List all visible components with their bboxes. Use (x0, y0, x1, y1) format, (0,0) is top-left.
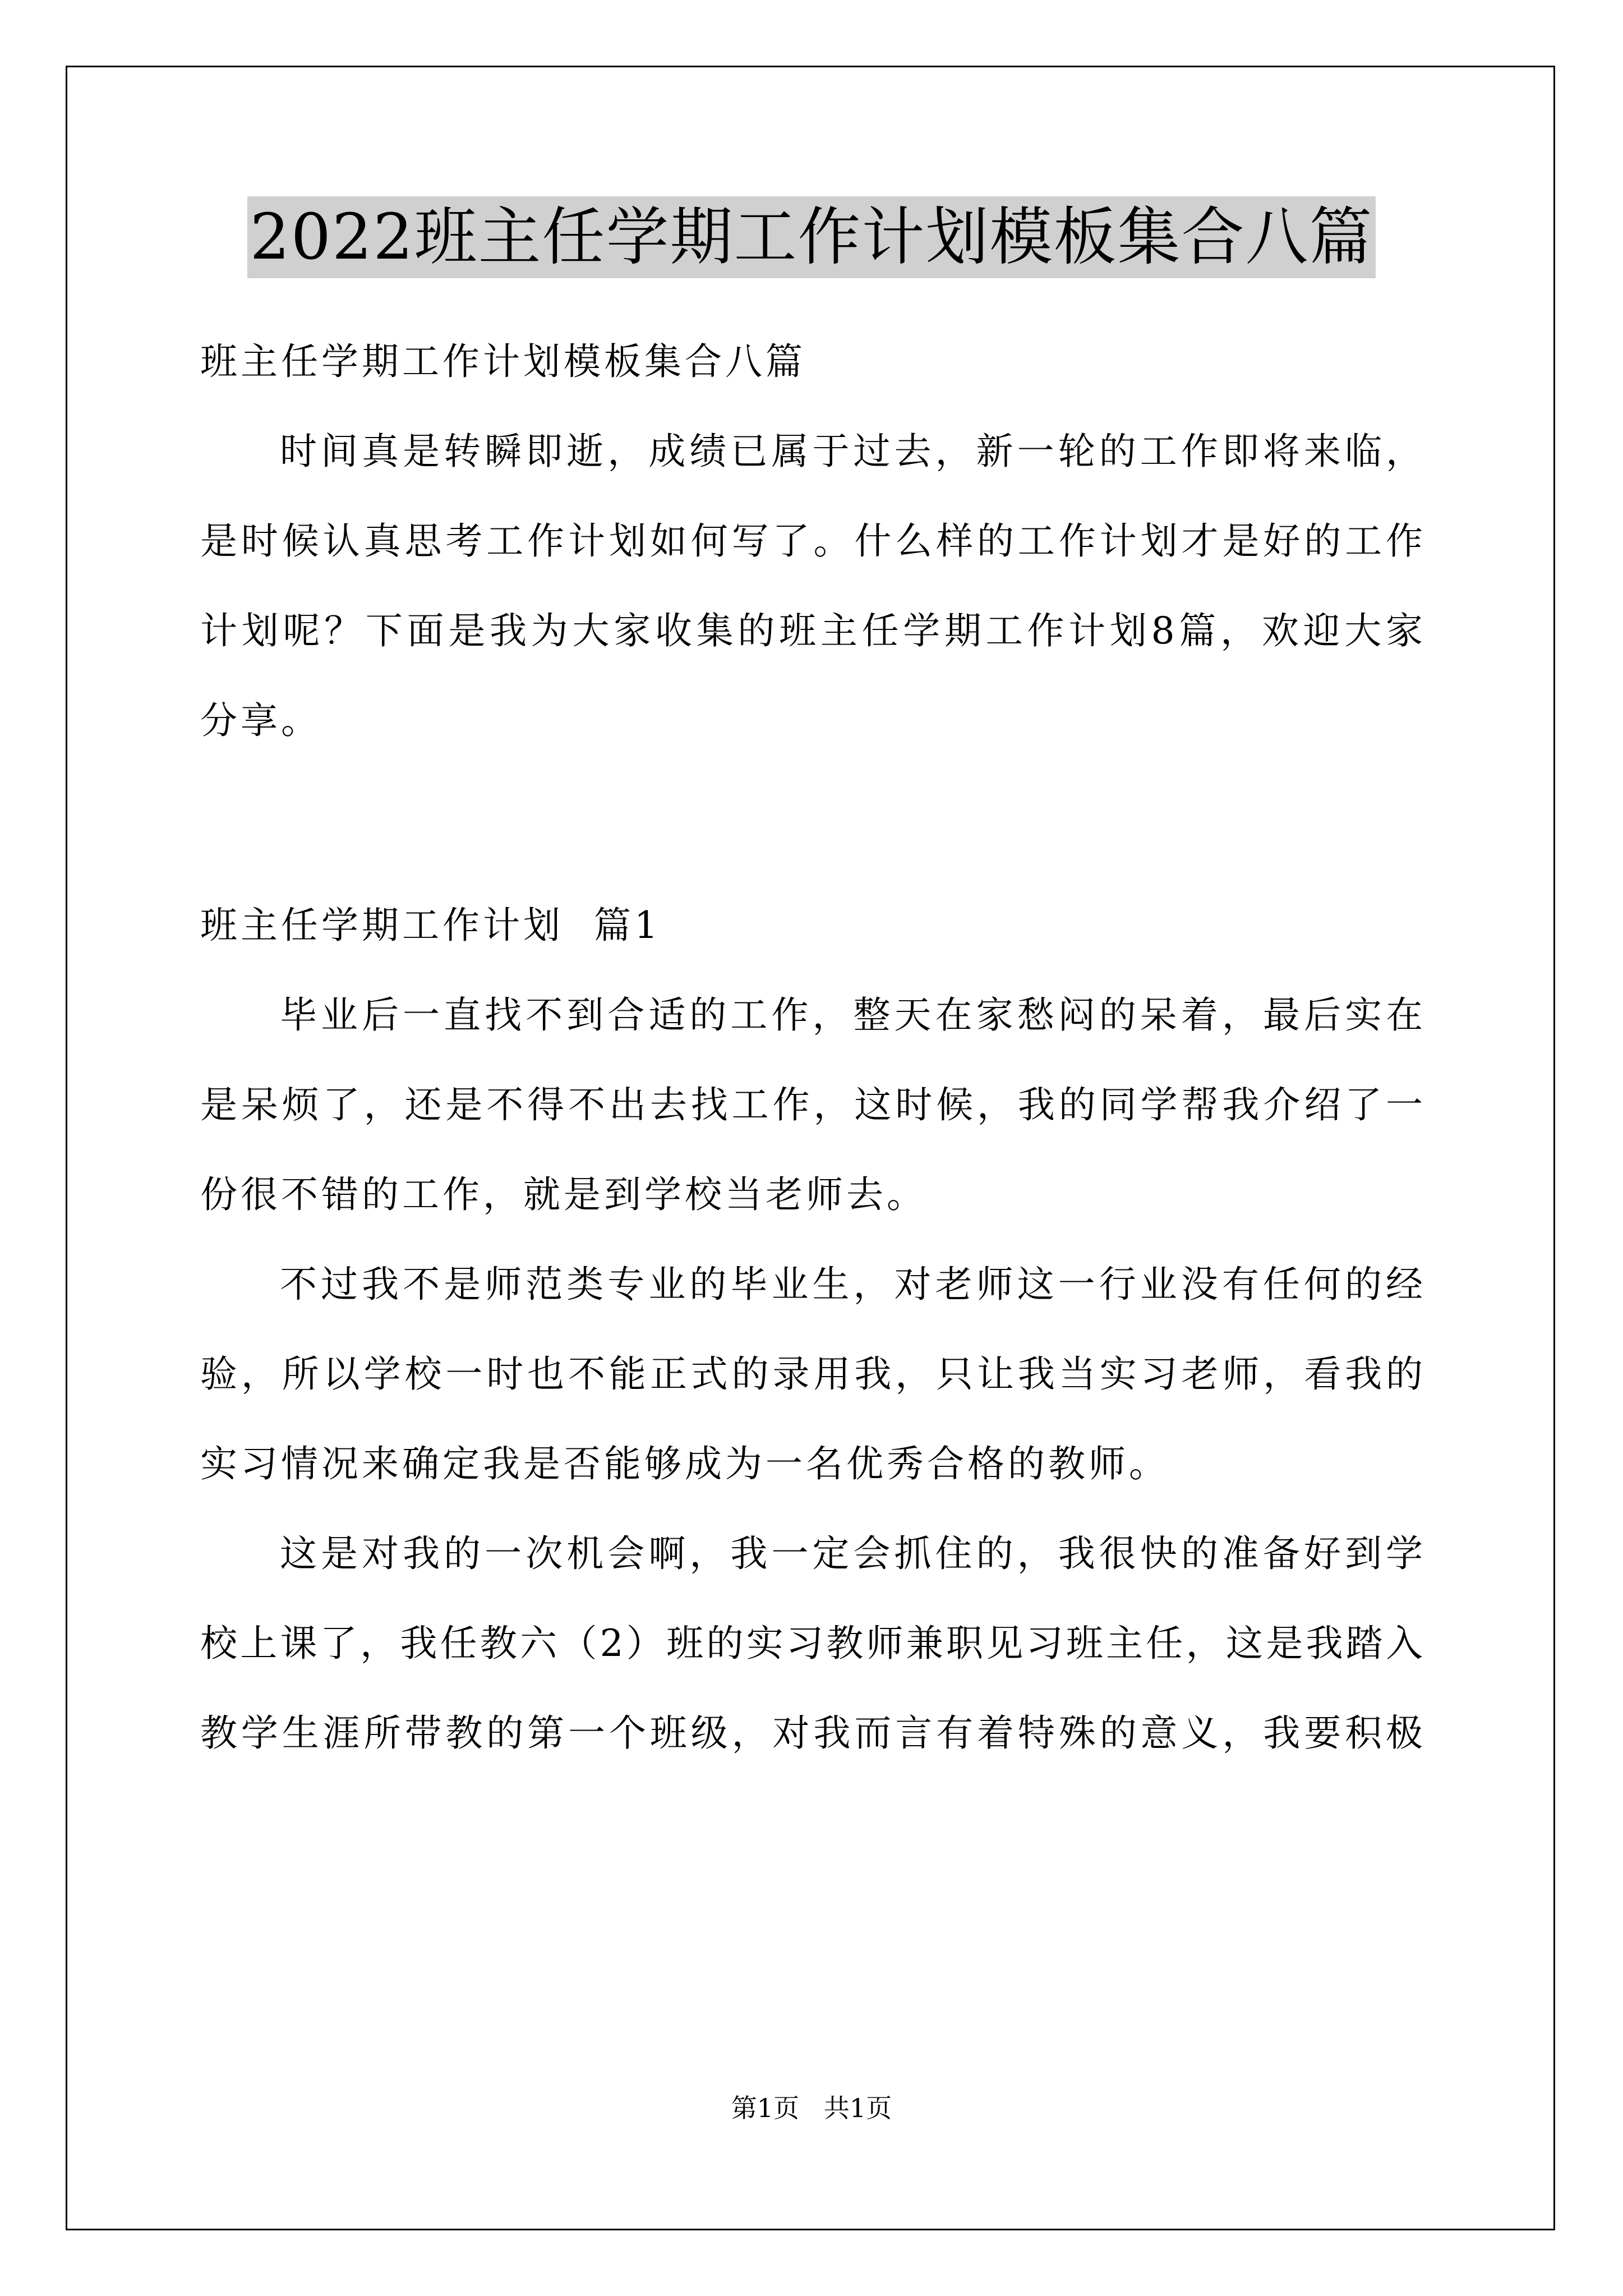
paragraph-line: 是呆烦了，还是不得不出去找工作，这时候，我的同学帮我介绍了一 (200, 1083, 1423, 1126)
paragraph-line: 校上课了，我任教六（2）班的实习教师兼职见习班主任，这是我踏入 (200, 1622, 1423, 1665)
document-subtitle: 班主任学期工作计划模板集合八篇 (200, 340, 806, 383)
document-body (200, 317, 1423, 1778)
paragraph-line: 验，所以学校一时也不能正式的录用我，只让我当实习老师，看我的 (200, 1352, 1423, 1396)
intro-line: 计划呢？下面是我为大家收集的班主任学期工作计划8篇，欢迎大家 (200, 609, 1423, 652)
section-heading: 班主任学期工作计划 篇1 (200, 904, 661, 947)
title-container (0, 196, 1623, 278)
page-footer: 第1页 共1页 (731, 2093, 892, 2123)
intro-line: 分享。 (200, 699, 321, 742)
paragraph-line: 不过我不是师范类专业的毕业生，对老师这一行业没有任何的经 (280, 1263, 1423, 1306)
section-gap (200, 766, 1423, 881)
paragraph-line: 份很不错的工作，就是到学校当老师去。 (200, 1173, 927, 1216)
intro-line: 时间真是转瞬即逝，成绩已属于过去，新一轮的工作即将来临， (280, 430, 1423, 473)
paragraph-line: 教学生涯所带教的第一个班级，对我而言有着特殊的意义，我要积极 (200, 1711, 1423, 1755)
paragraph-line: 实习情况来确定我是否能够成为一名优秀合格的教师。 (200, 1442, 1169, 1485)
intro-line: 是时候认真思考工作计划如何写了。什么样的工作计划才是好的工作 (200, 519, 1423, 563)
document-title: 2022班主任学期工作计划模板集合八篇 (247, 196, 1375, 278)
paragraph-line: 毕业后一直找不到合适的工作，整天在家愁闷的呆着，最后实在 (280, 993, 1423, 1037)
paragraph-line: 这是对我的一次机会啊，我一定会抓住的，我很快的准备好到学 (280, 1532, 1423, 1575)
